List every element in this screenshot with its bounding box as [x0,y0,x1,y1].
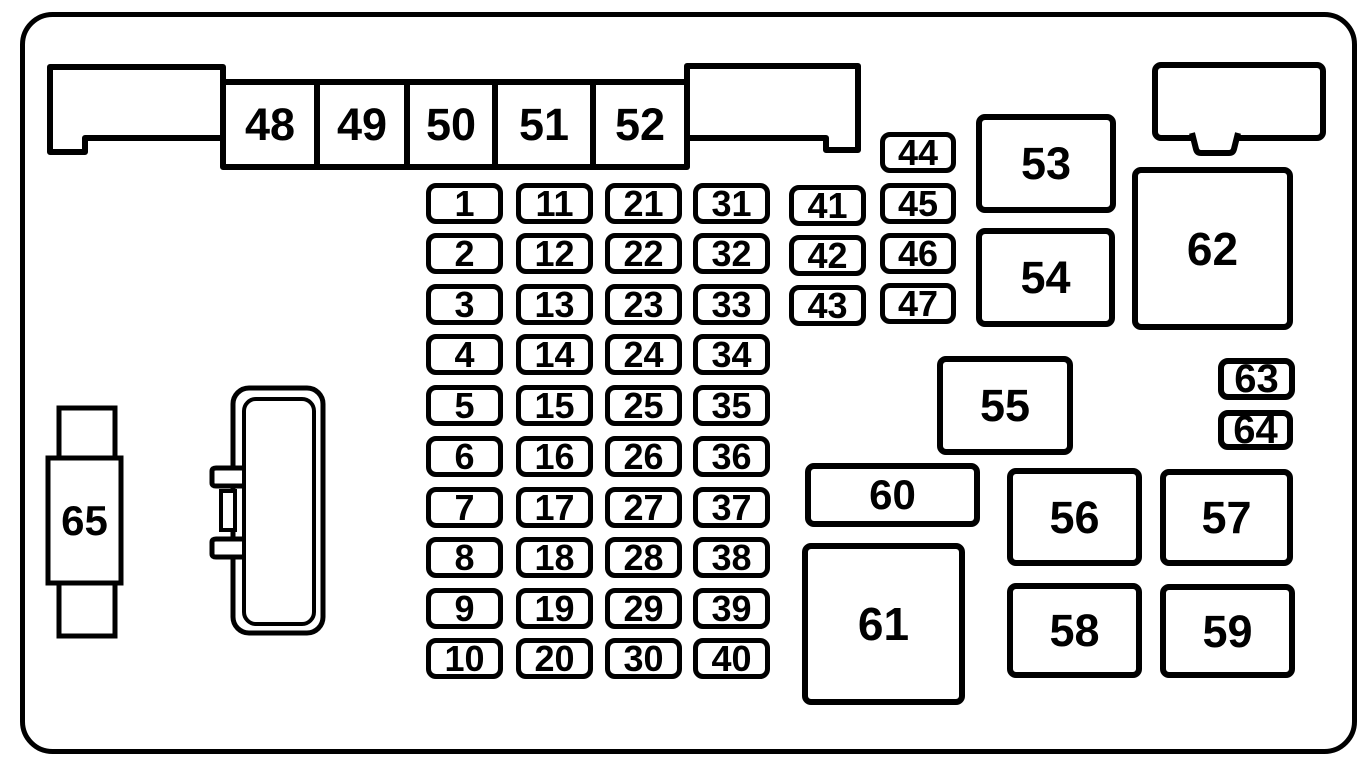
top-cell-52: 52 [614,99,666,150]
box-62: 62 [1132,167,1293,330]
fuse-10: 10 [426,638,503,679]
fuse-31: 31 [693,183,770,224]
fuse-3: 3 [426,284,503,325]
fuse-13: 13 [516,284,593,325]
fuse-11: 11 [516,183,593,224]
fuse-9: 9 [426,588,503,629]
fuse-29: 29 [605,588,682,629]
fuse-40: 40 [693,638,770,679]
fuse-41: 41 [789,185,866,226]
fuse-26: 26 [605,436,682,477]
top-right-connector-shape [1155,65,1323,153]
fuse-30: 30 [605,638,682,679]
fuse-47: 47 [880,283,956,324]
fuse-1: 1 [426,183,503,224]
fuse-17: 17 [516,487,593,528]
box-55: 55 [937,356,1073,455]
fuse-32: 32 [693,233,770,274]
fuse-33: 33 [693,284,770,325]
top-cell-51: 51 [518,99,570,150]
fuse-22: 22 [605,233,682,274]
fuse-12: 12 [516,233,593,274]
fuse-39: 39 [693,588,770,629]
box-64: 64 [1218,410,1293,450]
fuse-43: 43 [789,285,866,326]
fuse-4: 4 [426,334,503,375]
fuse-18: 18 [516,537,593,578]
fuse-34: 34 [693,334,770,375]
fuse-44: 44 [880,132,956,173]
box-61: 61 [802,543,965,705]
box-58: 58 [1007,583,1142,678]
fuse-24: 24 [605,334,682,375]
fuse-7: 7 [426,487,503,528]
fuse-45: 45 [880,183,956,224]
top-cell-49: 49 [336,99,388,150]
fuse-38: 38 [693,537,770,578]
fuse-25: 25 [605,385,682,426]
box-60: 60 [805,463,980,527]
box-63: 63 [1218,358,1295,400]
fuse-42: 42 [789,235,866,276]
fuse-15: 15 [516,385,593,426]
fuse-23: 23 [605,284,682,325]
fuse-65-label: 65 [61,496,108,544]
box-54: 54 [976,228,1115,327]
top-cell-48: 48 [244,99,296,150]
box-59: 59 [1160,584,1295,678]
fuse-14: 14 [516,334,593,375]
fuse-5: 5 [426,385,503,426]
fuse-21: 21 [605,183,682,224]
fuse-28: 28 [605,537,682,578]
fuse-46: 46 [880,233,956,274]
fuse-2: 2 [426,233,503,274]
box-57: 57 [1160,469,1293,566]
box-53: 53 [976,114,1116,213]
fuse-37: 37 [693,487,770,528]
fuse-27: 27 [605,487,682,528]
fuse-36: 36 [693,436,770,477]
fuse-19: 19 [516,588,593,629]
fuse-6: 6 [426,436,503,477]
box-56: 56 [1007,468,1142,566]
fuse-8: 8 [426,537,503,578]
fuse-16: 16 [516,436,593,477]
fuse-35: 35 [693,385,770,426]
relay-socket-shape [212,388,323,633]
top-cell-50: 50 [425,99,477,150]
fuse-20: 20 [516,638,593,679]
